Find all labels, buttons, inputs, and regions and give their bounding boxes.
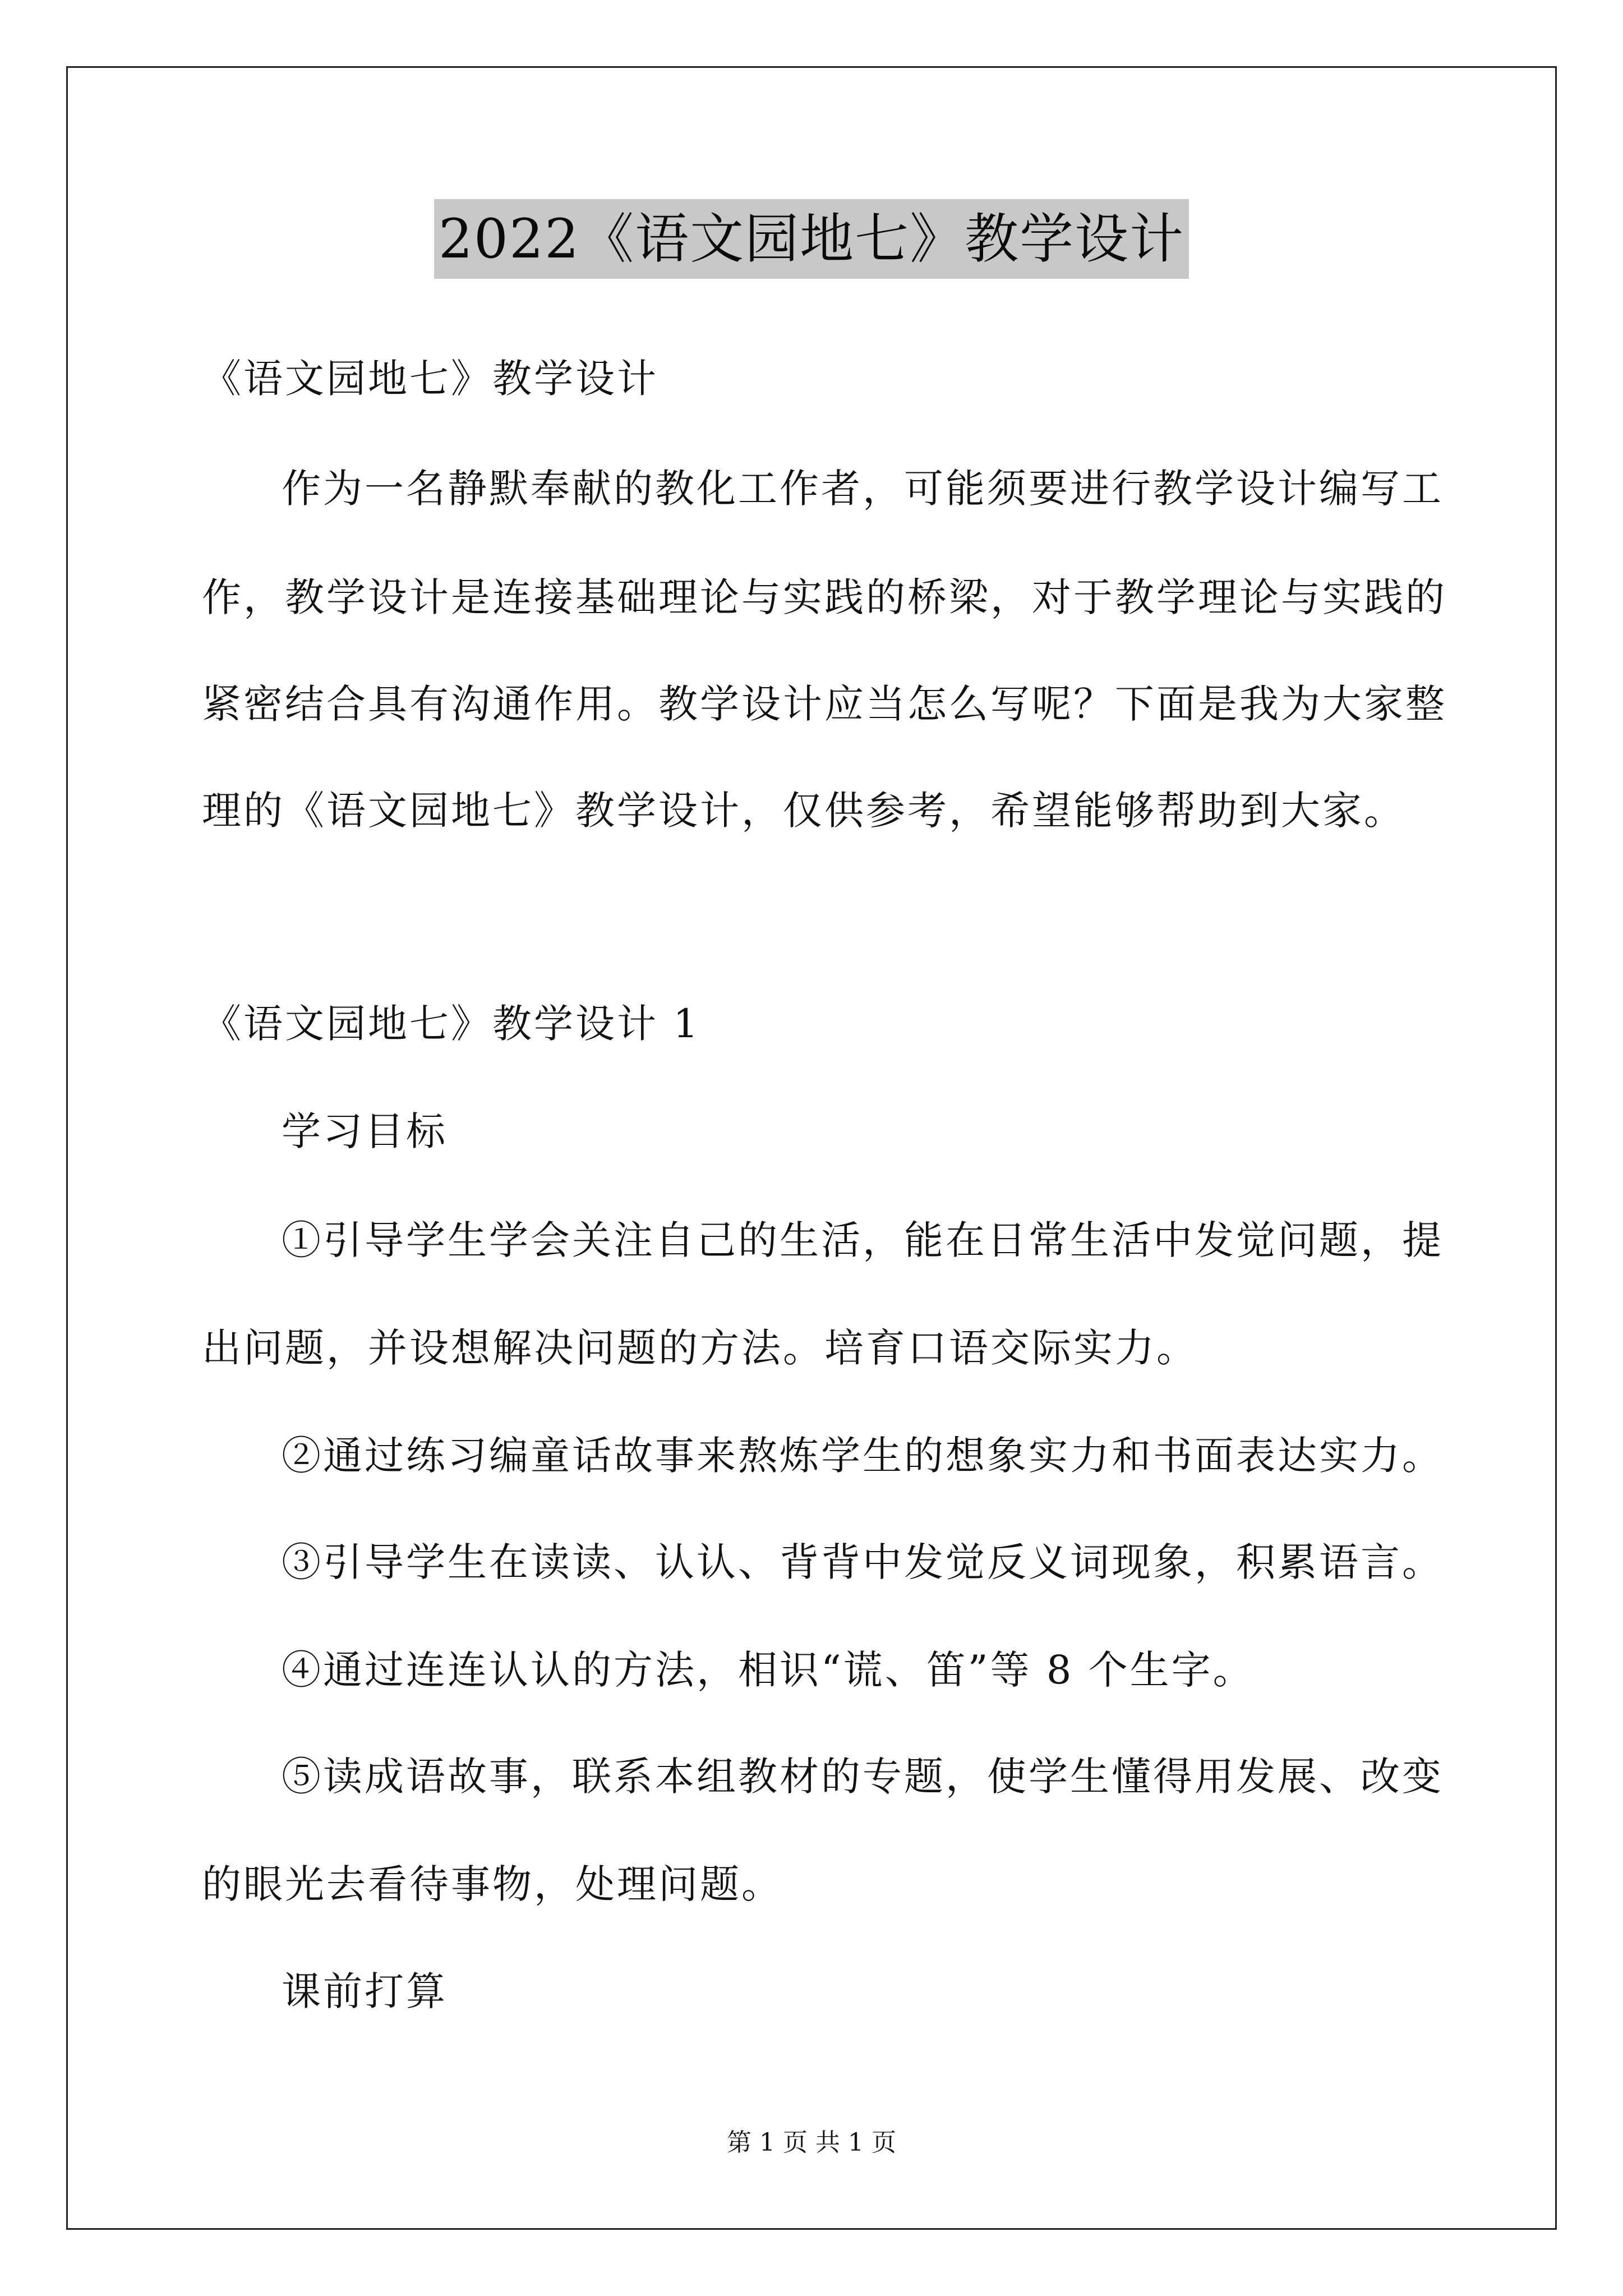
intro-line-1: 作为一名静默奉献的教化工作者，可能须要进行教学设计编写工	[282, 466, 1444, 512]
goal-line-6: ⑤读成语故事，联系本组教材的专题，使学生懂得用发展、改变	[282, 1754, 1444, 1800]
page-footer: 第 1 页 共 1 页	[727, 2128, 896, 2157]
title-container	[0, 199, 1623, 279]
goal-line-7: 的眼光去看待事物，处理问题。	[202, 1861, 783, 1907]
section-heading: 《语文园地七》教学设计 1	[202, 1001, 700, 1047]
goal-line-1: ①引导学生学会关注自己的生活，能在日常生活中发觉问题，提	[282, 1217, 1444, 1263]
intro-line-3: 紧密结合具有沟通作用。教学设计应当怎么写呢？下面是我为大家整	[202, 681, 1447, 727]
document-subtitle: 《语文园地七》教学设计	[202, 356, 658, 402]
intro-line-4: 理的《语文园地七》教学设计，仅供参考，希望能够帮助到大家。	[202, 788, 1405, 834]
goal-line-2: 出问题，并设想解决问题的方法。培育口语交际实力。	[202, 1325, 1198, 1371]
intro-line-2: 作，教学设计是连接基础理论与实践的桥梁，对于教学理论与实践的	[202, 574, 1447, 620]
document-title: 2022《语文园地七》教学设计	[434, 199, 1189, 279]
goal-line-3: ②通过练习编童话故事来熬炼学生的想象实力和书面表达实力。	[282, 1433, 1444, 1479]
goal-line-4: ③引导学生在读读、认认、背背中发觉反义词现象，积累语言。	[282, 1539, 1444, 1585]
prep-heading: 课前打算	[282, 1968, 448, 2014]
goals-heading: 学习目标	[282, 1108, 448, 1154]
goal-line-5: ④通过连连认认的方法，相识“谎、笛”等 8 个生字。	[282, 1647, 1255, 1693]
